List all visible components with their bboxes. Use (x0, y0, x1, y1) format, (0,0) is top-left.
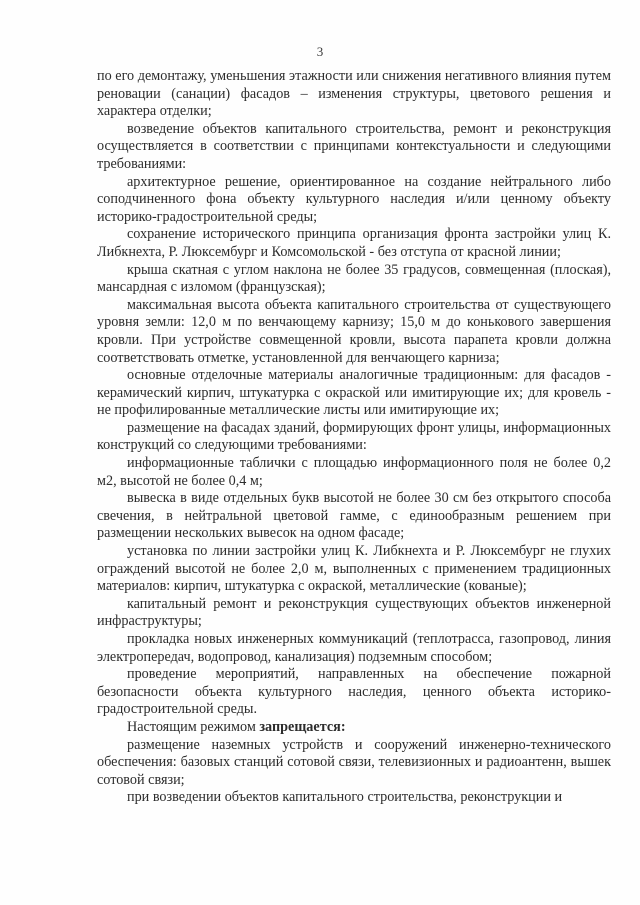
paragraph-construction-requirements: возведение объектов капитального строительства, ремонт и реконструкция осуществляется в соответствии с принципами контекстуальности и следующими требованиями: (97, 120, 611, 172)
paragraph-information-plates: информационные таблички с площадью информационного поля не более 0,2 м2, высотой не более 0,4 м; (97, 455, 611, 489)
paragraph-prohibition-construction: при возведении объектов капитального строительства, реконструкции и (127, 789, 563, 806)
paragraph-fire-safety: проведение мероприятий, направленных на обеспечение пожарной безопасности объекта культурного наследия, ценного объекта историко-градостроительной среды. (97, 666, 611, 718)
paragraph-architectural-solution: архитектурное решение, ориентированное на создание нейтрального либо соподчиненного фона объекту культурного наследия и/или ценному объекту историко-градостроительной среды; (97, 173, 611, 225)
paragraph-fences: установка по линии застройки улиц К. Либкнехта и Р. Люксембург не глухих ограждений высотой не более 2,0 м, выполненных с применением традиционных материалов: кирпич, штукатурка с окраской, металлические (кованые); (97, 543, 611, 595)
paragraph-engineering-communications: прокладка новых инженерных коммуникаций (теплотрасса, газопровод, линия электропередач, водопровод, канализация) подземным способом; (97, 631, 611, 665)
paragraph-infrastructure-repair: капитальный ремонт и реконструкция существующих объектов инженерной инфраструктуры; (97, 595, 611, 630)
page-number: 3 (316, 44, 324, 59)
document-body (97, 68, 611, 807)
paragraph-prohibition-antennas: размещение наземных устройств и сооружений инженерно-технического обеспечения: базовых станций сотовой связи, телевизионных и радиоантенн, вышек сотовой связи; (97, 736, 611, 788)
paragraph-prohibition-intro (97, 719, 611, 737)
paragraph-signboard: вывеска в виде отдельных букв высотой не более 30 см без открытого способа свечения, в нейтральной цветовой гамме, с единообразным решением при размещении нескольких вывесок на одном фасаде; (97, 490, 611, 542)
paragraph-information-structures: размещение на фасадах зданий, формирующих фронт улицы, информационных конструкций со следующими требованиями: (97, 419, 611, 454)
prohibition-intro-text: Настоящим режимом (127, 718, 260, 735)
paragraph-max-height: максимальная высота объекта капитального строительства от существующего уровня земли: 12,0 м по венчающему карнизу; 15,0 м до конькового завершения кровли. При устройстве совмещенной кровли, высота парапета кровли должна соответствовать отметке, установленной для венчающего карниза; (97, 296, 611, 366)
paragraph-roof-type: крыша скатная с углом наклона не более 35 градусов, совмещенная (плоская), мансардная с изломом (французская); (97, 261, 611, 296)
prohibition-keyword: запрещается: (259, 718, 346, 735)
paragraph-street-front: сохранение исторического принципа организация фронта застройки улиц К. Либкнехта, Р. Люксембург и Комсомольской - без отступа от красной линии; (97, 226, 611, 260)
paragraph-finishing-materials: основные отделочные материалы аналогичные традиционным: для фасадов - керамический кирпич, штукатурка с окраской или имитирующие их; для кровель - не профилированные металлические листы или имитирующие их; (97, 367, 611, 419)
paragraph-continuation: по его демонтажу, уменьшения этажности или снижения негативного влияния путем реновации (санации) фасадов – изменения структуры, цветового решения и характера отделки; (97, 68, 611, 120)
